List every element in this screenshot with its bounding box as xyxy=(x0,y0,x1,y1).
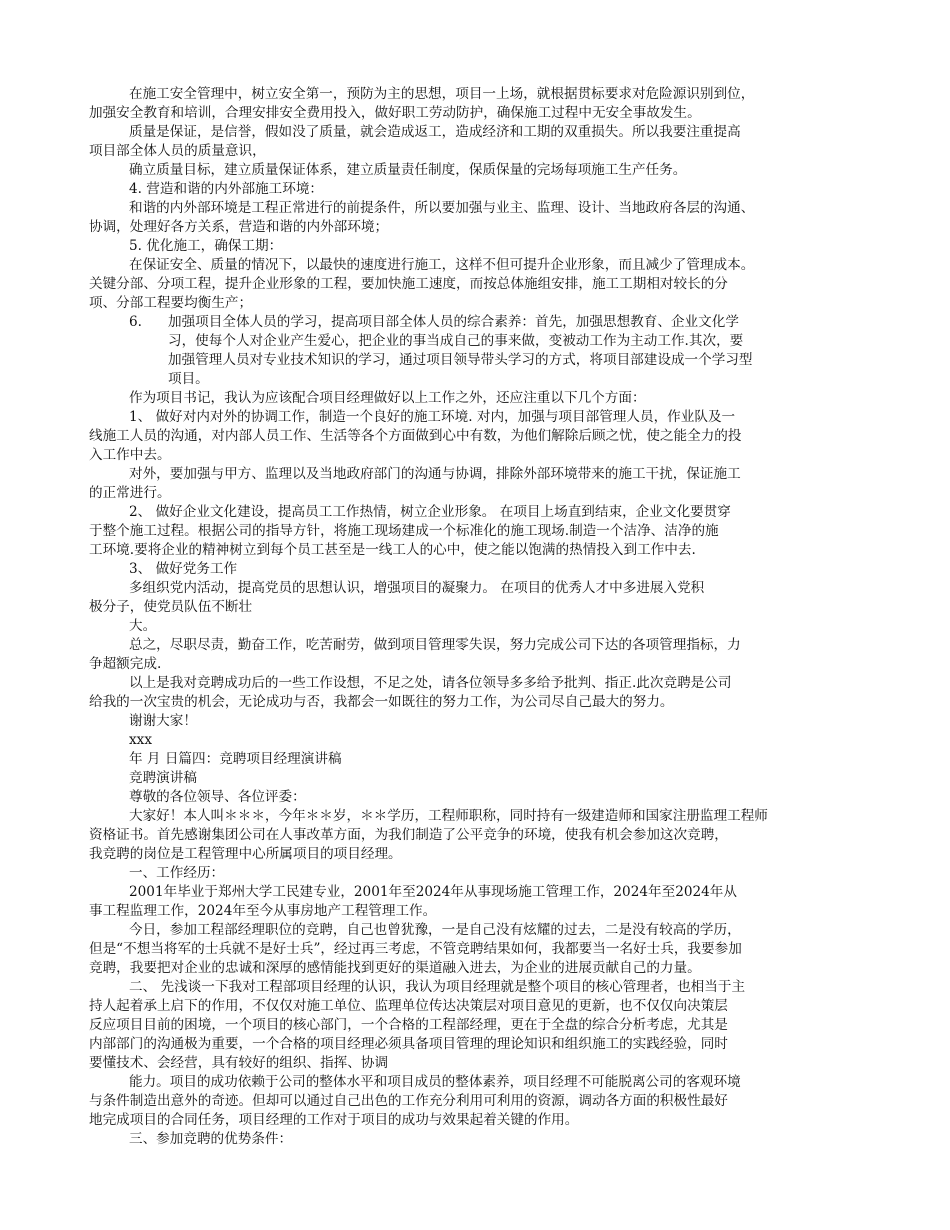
text-line: 线施工人员的沟通，对内部人员工作、生活等各个方面做到心中有数，为他们解除后顾之忧，使之能全力的投 xyxy=(89,428,742,444)
text-line: 年 月 日篇四：竞聘项目经理演讲稿 xyxy=(129,751,342,767)
text-line: 给我的一次宝贵的机会，无论成功与否，我都会一如既往的努力工作，为公司尽自己最大的努力。 xyxy=(89,694,674,710)
text-line: 事工程监理工作，2024年至今从事房地产工程管理工作。 xyxy=(89,903,437,919)
text-line: 确立质量目标，建立质量保证体系，建立质量责任制度，保质保量的完场每项施工生产任务。 xyxy=(129,162,687,178)
text-line: 加强安全教育和培训，合理安排安全费用投入，做好职工劳动防护，确保施工过程中无安全事故发生。 xyxy=(89,105,701,121)
text-line: 但是“不想当将军的士兵就不是好士兵”，经过再三考虑，不管竞聘结果如何，我都要当一名好士兵，我要参加 xyxy=(89,941,742,957)
text-line: 争超额完成. xyxy=(89,656,162,672)
text-line: 加强管理人员对专业技术知识的学习，通过项目领导带头学习的方式，将项目部建设成一个学习型 xyxy=(168,352,753,368)
text-line: 2、 做好企业文化建设，提高员工工作热情，树立企业形象。 在项目上场直到结束，企业文化要贯穿 xyxy=(129,504,731,520)
text-line: 在施工安全管理中，树立安全第一，预防为主的思想，项目一上场，就根据贯标要求对危险源识别到位， xyxy=(129,86,755,102)
text-line: 总之，尽职尽责，勤奋工作，吃苦耐劳，做到项目管理零失误，努力完成公司下达的各项管理指标，力 xyxy=(129,637,741,653)
text-line: 要懂技术、会经营，具有较好的组织、指挥、协调 xyxy=(89,1055,389,1071)
text-line: 习，使每个人对企业产生爱心，把企业的事当成自己的事来做，变被动工作为主动工作.其次，要 xyxy=(168,333,744,349)
text-line: 一、工作经历： xyxy=(129,865,225,881)
text-line: 协调，处理好各方关系，营造和谐的内外部环境； xyxy=(89,219,389,235)
text-line: 入工作中去。 xyxy=(89,447,171,463)
text-line: 多组织党内活动，提高党员的思想认识，增强项目的凝聚力。 在项目的优秀人才中多进展入党积 xyxy=(129,580,705,596)
text-line: 1、 做好对内对外的协调工作，制造一个良好的施工环境. 对内，加强与项目部管理人员，作业队及一 xyxy=(129,409,736,425)
text-line: 对外，要加强与甲方、监理以及当地政府部门的沟通与协调，排除外部环境带来的施工干扰，保证施工 xyxy=(129,466,741,482)
text-line: 极分子，使党员队伍不断壮 xyxy=(89,599,253,615)
text-line: 二、 先浅谈一下我对工程部项目经理的认识，我认为项目经理就是整个项目的核心管理者，也相当于主 xyxy=(129,979,746,995)
text-line: 的正常进行。 xyxy=(89,485,171,501)
text-line: 地完成项目的合同任务，项目经理的工作对于项目的成功与效果起着关键的作用。 xyxy=(89,1112,579,1128)
text-line: 大家好！本人叫＊＊＊，今年＊＊岁，＊＊学历，工程师职称，同时持有一级建造师和国家注册监理工程师 xyxy=(129,808,768,824)
text-line: 大。 xyxy=(129,618,157,634)
text-line: 三、参加竞聘的优势条件： xyxy=(129,1131,293,1147)
text-line: 4. 营造和谐的内外部施工环境： xyxy=(129,181,324,197)
text-line: 竞聘，我要把对企业的忠诚和深厚的感情能找到更好的渠道融入进去，为企业的进展贡献自己的力量。 xyxy=(89,960,701,976)
text-line: 加强项目全体人员的学习，提高项目部全体人员的综合素养：首先，加强思想教育、企业文化学 xyxy=(168,314,739,330)
text-line: 以上是我对竞聘成功后的一些工作设想，不足之处，请各位领导多多给予批判、指正.此次竞聘是公司 xyxy=(129,675,732,691)
text-line: 内部部门的沟通极为重要，一个合格的项目经理必须具备项目管理的理论知识和组织施工的实践经验，同时 xyxy=(89,1036,728,1052)
text-line: 项目部全体人员的质量意识， xyxy=(89,143,266,159)
text-line: 质量是保证，是信誉，假如没了质量，就会造成返工，造成经济和工期的双重损失。所以我要注重提高 xyxy=(129,124,741,140)
text-line: 我竞聘的岗位是工程管理中心所属项目的项目经理。 xyxy=(89,846,402,862)
text-line: 5. 优化施工，确保工期： xyxy=(129,238,283,254)
text-line: 今日，参加工程部经理职位的竞聘，自己也曾犹豫，一是自己没有炫耀的过去，二是没有较高的学历， xyxy=(129,922,741,938)
text-line: 2001年毕业于郑州大学工民建专业，2001年至2024年从事现场施工管理工作，2024年至2024年从 xyxy=(129,884,737,900)
text-line: 竞聘演讲稿 xyxy=(129,770,197,786)
text-line: 持人起着承上启下的作用，不仅仅对施工单位、监理单位传达决策层对项目意见的更新，也不仅仅向决策层 xyxy=(89,998,728,1014)
text-line: 项、分部工程要均衡生产； xyxy=(89,295,253,311)
text-line: 工环境.要将企业的精神树立到每个员工甚至是一线工人的心中，使之能以饱满的热情投入到工作中去. xyxy=(89,542,696,558)
text-line: 于整个施工过程。根据公司的指导方针，将施工现场建成一个标准化的施工现场.制造一个洁净、洁净的施 xyxy=(89,523,719,539)
text-line: 关键分部、分项工程，提升企业形象的工程，要加快施工速度，而按总体施组安排，施工工期相对较长的分 xyxy=(89,276,728,292)
text-line: 资格证书。首先感谢集团公司在人事改革方面，为我们制造了公平竞争的环境，使我有机会参加这次竞聘， xyxy=(89,827,728,843)
item-number: 6. xyxy=(129,314,142,330)
text-line: 尊敬的各位领导、各位评委： xyxy=(129,789,306,805)
text-line: 作为项目书记，我认为应该配合项目经理做好以上工作之外，还应注重以下几个方面： xyxy=(129,390,646,406)
text-line: 反应项目目前的困境，一个项目的核心部门，一个合格的工程部经理，更在于全盘的综合分析考虑，尤其是 xyxy=(89,1017,728,1033)
text-line: 与条件制造出意外的奇迹。但却可以通过自己出色的工作充分利用可利用的资源，调动各方面的积极性最好 xyxy=(89,1093,728,1109)
text-line: 谢谢大家！ xyxy=(129,713,197,729)
text-line: 和谐的内外部环境是工程正常进行的前提条件，所以要加强与业主、监理、设计、当地政府各层的沟通、 xyxy=(129,200,755,216)
text-line: 在保证安全、质量的情况下，以最快的速度进行施工，这样不但可提升企业形象，而且减少了管理成本。 xyxy=(129,257,755,273)
text-line: xxx xyxy=(129,732,152,748)
text-line: 3、 做好党务工作 xyxy=(129,561,238,577)
text-line: 能力。项目的成功依赖于公司的整体水平和项目成员的整体素养，项目经理不可能脱离公司的客观环境 xyxy=(129,1074,741,1090)
text-line: 项目。 xyxy=(168,371,209,387)
